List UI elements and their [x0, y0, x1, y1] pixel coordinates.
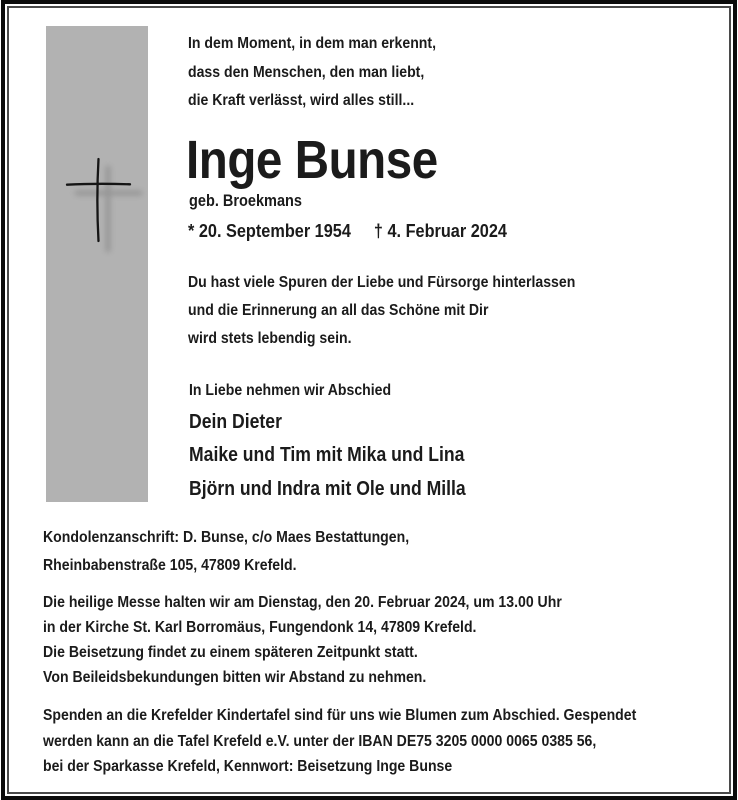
tribute-text [188, 269, 575, 353]
service-line: Die Beisetzung findet zu einem späteren Zeitpunkt statt. [43, 644, 418, 661]
birth-name: geb. Broekmans [189, 192, 302, 210]
cross-icon [46, 26, 148, 502]
deceased-name: Inge Bunse [186, 130, 438, 190]
mourner-name: Dein Dieter [189, 411, 282, 433]
service-line: Die heilige Messe halten wir am Dienstag, den 20. Februar 2024, um 13.00 Uhr [43, 594, 562, 611]
donation-info [43, 703, 636, 780]
service-line: in der Kirche St. Karl Borromäus, Fungendonk 14, 47809 Krefeld. [43, 619, 477, 636]
tribute-line: Du hast viele Spuren der Liebe und Fürsorge hinterlassen [188, 274, 576, 291]
verse-line: die Kraft verlässt, wird alles still... [188, 92, 415, 109]
gray-band [46, 26, 148, 502]
mourner-name: Maike und Tim mit Mika und Lina [189, 444, 465, 467]
donation-line: bei der Sparkasse Krefeld, Kennwort: Beisetzung Inge Bunse [43, 758, 453, 775]
tribute-line: und die Erinnerung an all das Schöne mit Dir [188, 302, 489, 319]
donation-line: werden kann an die Tafel Krefeld e.V. unter der IBAN DE75 3205 0000 0065 0385 56, [43, 732, 597, 750]
verse-line: dass den Menschen, den man liebt, [188, 63, 425, 81]
mourner-name: Björn und Indra mit Ole und Milla [189, 477, 466, 500]
opening-verse [188, 30, 436, 116]
condolence-address [43, 524, 409, 579]
service-line: Von Beileidsbekundungen bitten wir Abstand zu nehmen. [43, 669, 427, 686]
death-date: † 4. Februar 2024 [373, 220, 507, 241]
farewell-line: In Liebe nehmen wir Abschied [189, 382, 392, 399]
tribute-line: wird stets lebendig sein. [188, 330, 352, 347]
service-info [43, 590, 562, 690]
life-dates [188, 219, 507, 242]
mourners-list [189, 406, 466, 506]
verse-line: In dem Moment, in dem man erkennt, [188, 35, 437, 52]
birth-date: * 20. September 1954 [188, 220, 351, 241]
donation-line: Spenden an die Krefelder Kindertafel sind für uns wie Blumen zum Abschied. Gespendet [43, 707, 637, 724]
condolence-line: Kondolenzanschrift: D. Bunse, c/o Maes Bestattungen, [43, 529, 410, 546]
condolence-line: Rheinbabenstraße 105, 47809 Krefeld. [43, 556, 297, 574]
